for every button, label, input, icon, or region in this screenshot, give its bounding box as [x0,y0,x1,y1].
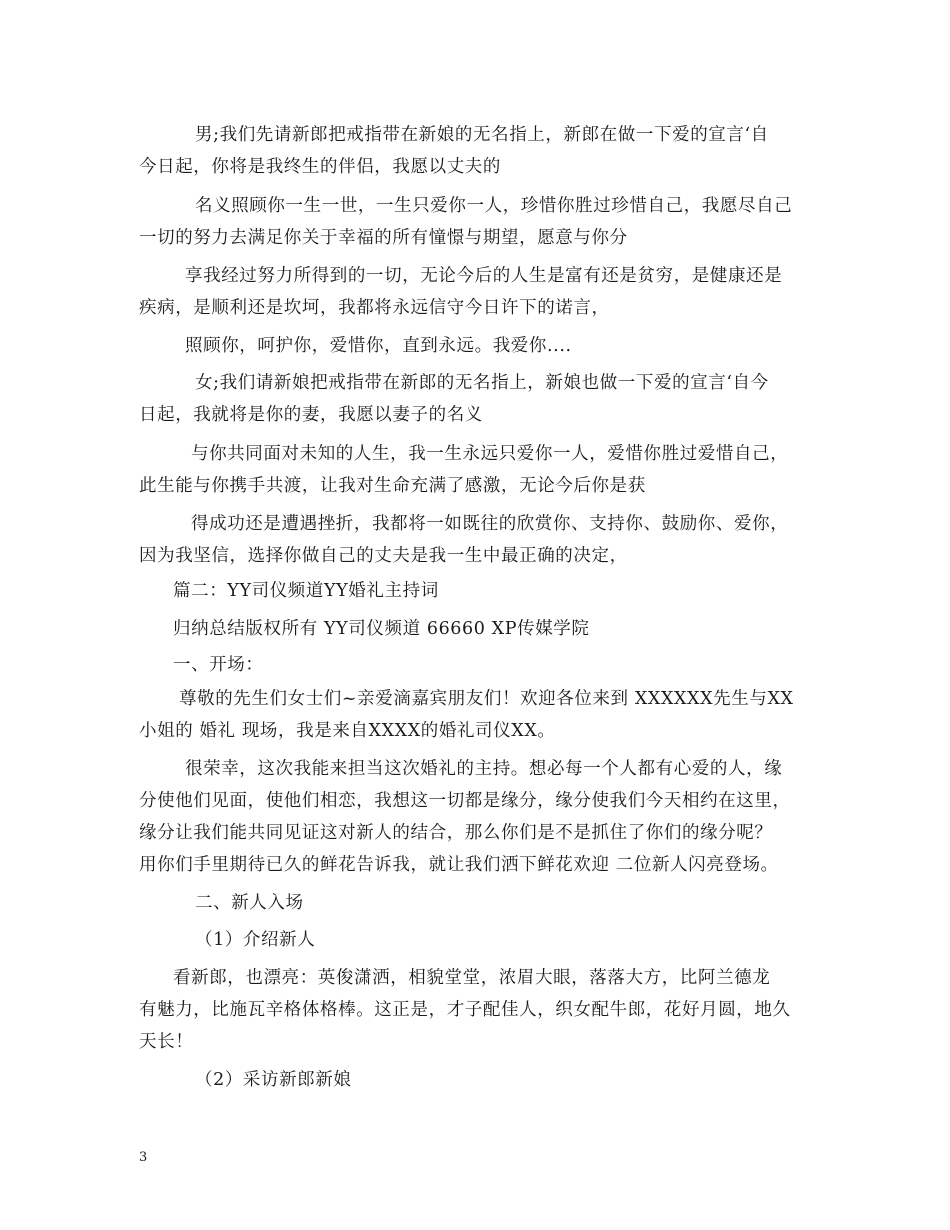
text-line: 一、开场： [173,655,264,675]
text-line: 用你们手里期待已久的鲜花告诉我，就让我们洒下鲜花欢迎 二位新人闪亮登场。 [139,855,779,875]
text-line: 享我经过努力所得到的一切，无论今后的人生是富有还是贫穷，是健康还是 [185,266,783,286]
text-line: 照顾你，呵护你，爱惜你，直到永远。我爱你.... [185,336,572,356]
text-line: 二、新人入场 [195,893,304,913]
text-line: 得成功还是遭遇挫折，我都将一如既往的欣赏你、支持你、鼓励你、爱你， [191,514,789,534]
text-line: 与你共同面对未知的人生，我一生永远只爱你一人，爱惜你胜过爱惜自己， [191,444,789,464]
text-line: 分使他们见面，使他们相恋，我想这一切都是缘分，缘分使我们今天相约在这里， [139,791,791,811]
text-line: 名义照顾你一生一世，一生只爱你一人，珍惜你胜过珍惜自己，我愿尽自己 [195,196,793,216]
text-line: 有魅力，比施瓦辛格体格棒。这正是，才子配佳人，织女配牛郎，花好月圆，地久 [139,1000,791,1020]
text-line: （2）采访新郎新娘 [195,1070,352,1090]
page-number: 3 [139,1150,148,1165]
text-line: 日起，我就将是你的妻，我愿以妻子的名义 [139,405,483,425]
text-line: 归纳总结版权所有 YY司仪频道 66660 XP传媒学院 [173,619,590,639]
text-line: 小姐的 婚礼 现场，我是来自XXXX的婚礼司仪XX。 [139,721,556,741]
text-line: 一切的努力去满足你关于幸福的所有憧憬与期望，愿意与你分 [139,228,628,248]
text-line: 缘分让我们能共同见证这对新人的结合，那么你们是不是抓住了你们的缘分呢？ [139,823,773,843]
text-line: 很荣幸，这次我能来担当这次婚礼的主持。想必每一个人都有心爱的人，缘 [185,759,783,779]
text-line: 此生能与你携手共渡，让我对生命充满了感激，无论今后你是获 [139,476,646,496]
text-line: 尊敬的先生们女士们~亲爱滴嘉宾朋友们！欢迎各位来到 XXXXXX先生与XX [179,689,794,709]
text-line: 疾病，是顺利还是坎坷，我都将永远信守今日许下的诺言， [139,298,610,318]
text-line: 因为我坚信，选择你做自己的丈夫是我一生中最正确的决定， [139,546,628,566]
text-line: 今日起，你将是我终生的伴侣，我愿以丈夫的 [139,157,501,177]
text-line: 篇二：YY司仪频道YY婚礼主持词 [173,581,439,601]
text-line: 看新郎，也漂亮：英俊潇洒，相貌堂堂，浓眉大眼，落落大方，比阿兰德龙 [173,968,771,988]
text-line: 天长！ [139,1032,194,1052]
text-line: 女;我们请新娘把戒指带在新郎的无名指上，新娘也做一下爱的宣言‘自今 [195,373,769,393]
text-line: （1）介绍新人 [195,930,316,950]
text-line: 男;我们先请新郎把戒指带在新娘的无名指上，新郎在做一下爱的宣言‘自 [195,125,769,145]
